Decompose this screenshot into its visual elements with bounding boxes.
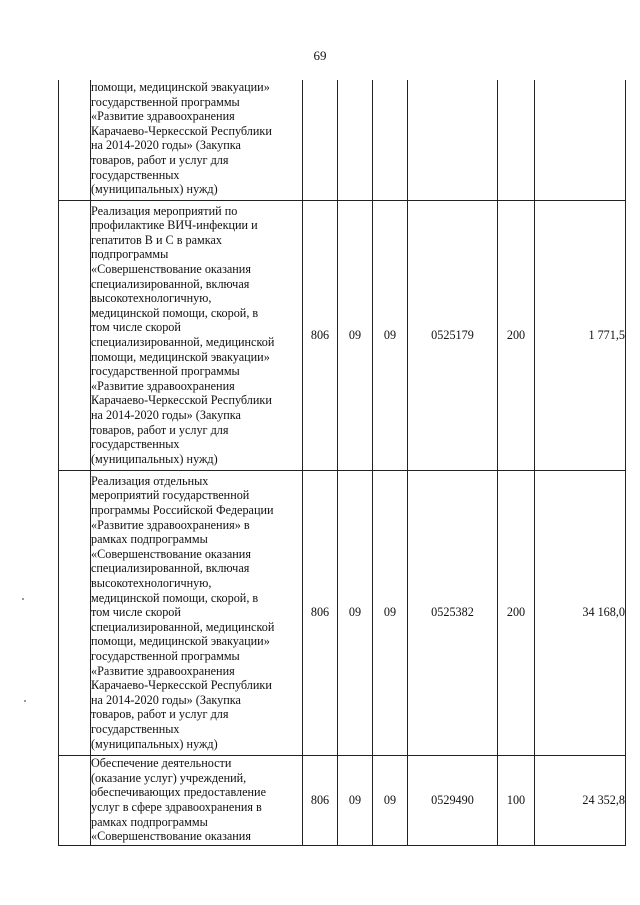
expense-type-cell [498,80,535,200]
amount-cell: 34 168,0 [535,470,626,755]
description-line: государственных [91,721,180,736]
description-line: рамках подпрограммы [91,814,208,829]
description-line: «Развитие здравоохранения [91,663,235,678]
description-line: на 2014-2020 годы» (Закупка [91,138,241,153]
description-line: государственной программы [91,648,240,663]
row-number-cell [59,80,91,200]
description-line: специализированной, включая [91,276,250,291]
ministry-code-cell: 806 [303,470,338,755]
target-article-cell [408,80,498,200]
table-row [59,755,626,845]
budget-table [58,80,626,846]
description-line: государственной программы [91,364,240,379]
table-row [59,200,626,470]
section-code-cell: 09 [338,755,373,845]
description-line: «Совершенствование оказания [91,546,251,561]
description-line: (муниципальных) нужд) [91,736,218,751]
target-article-cell: 0525382 [408,470,498,755]
amount-cell [535,80,626,200]
expense-type-cell: 200 [498,470,535,755]
description-line: «Развитие здравоохранения» в [91,517,250,532]
description-line: государственных [91,167,180,182]
section-code-cell: 09 [338,470,373,755]
description-line: профилактике ВИЧ-инфекции и [91,218,258,233]
description-line: гепатитов В и С в рамках [91,232,222,247]
target-article-cell: 0529490 [408,755,498,845]
description-line: Карачаево-Черкесской Республики [91,123,272,138]
description-line: подпрограммы [91,247,169,262]
description-line: помощи, медицинской эвакуации» [91,634,270,649]
table-row [59,470,626,755]
ministry-code-cell: 806 [303,755,338,845]
description-line: Обеспечение деятельности [91,756,232,771]
description-line: помощи, медицинской эвакуации» [91,80,270,94]
description-line: специализированной, медицинской [91,619,275,634]
description-line: том числе скорой [91,605,181,620]
description-cell [91,755,303,845]
expense-type-cell: 200 [498,200,535,470]
target-article-cell: 0525179 [408,200,498,470]
description-line: высокотехнологичную, [91,291,212,306]
description-line: программы Российской Федерации [91,503,274,518]
description-line: медицинской помощи, скорой, в [91,590,259,605]
description-line: товаров, работ и услуг для [91,152,229,167]
description-line: «Развитие здравоохранения [91,109,235,124]
description-line: Реализация отдельных [91,473,209,488]
amount-cell: 1 771,5 [535,200,626,470]
subsection-code-cell: 09 [373,755,408,845]
subsection-code-cell: 09 [373,200,408,470]
description-cell [91,200,303,470]
description-line: мероприятий государственной [91,488,250,503]
description-line: Карачаево-Черкесской Республики [91,393,272,408]
description-line: «Развитие здравоохранения [91,378,235,393]
description-line: том числе скорой [91,320,181,335]
page-number: 69 [313,48,327,63]
description-line: специализированной, включая [91,561,250,576]
table-row [59,80,626,200]
section-code-cell [338,80,373,200]
description-line: на 2014-2020 годы» (Закупка [91,692,241,707]
description-line: услуг в сфере здравоохранения в [91,800,262,814]
description-line: (оказание услуг) учреждений, [91,770,247,785]
ministry-code-cell: 806 [303,200,338,470]
description-line: (муниципальных) нужд) [91,182,218,197]
description-line: помощи, медицинской эвакуации» [91,349,270,364]
expense-type-cell: 100 [498,755,535,845]
description-line: (муниципальных) нужд) [91,451,218,466]
description-line: высокотехнологичную, [91,576,212,591]
subsection-code-cell: 09 [373,470,408,755]
description-line: государственной программы [91,94,240,109]
description-line: медицинской помощи, скорой, в [91,305,259,320]
description-line: рамках подпрограммы [91,532,208,547]
amount-cell: 24 352,8 [535,755,626,845]
description-line: государственных [91,437,180,452]
subsection-code-cell [373,80,408,200]
scan-artifact-dot [22,598,24,600]
description-line: «Совершенствование оказания [91,829,251,844]
description-line: товаров, работ и услуг для [91,707,229,722]
scan-artifact-dot [24,700,26,702]
description-cell [91,470,303,755]
description-cell [91,80,303,200]
description-line: «Совершенствование оказания [91,262,251,277]
ministry-code-cell [303,80,338,200]
description-line: товаров, работ и услуг для [91,422,229,437]
row-number-cell [59,200,91,470]
description-line: специализированной, медицинской [91,335,275,349]
section-code-cell: 09 [338,200,373,470]
description-line: Карачаево-Черкесской Республики [91,678,272,693]
description-line: обеспечивающих предоставление [91,785,266,800]
row-number-cell [59,755,91,845]
row-number-cell [59,470,91,755]
description-line: Реализация мероприятий по [91,203,238,218]
description-line: на 2014-2020 годы» (Закупка [91,407,241,422]
